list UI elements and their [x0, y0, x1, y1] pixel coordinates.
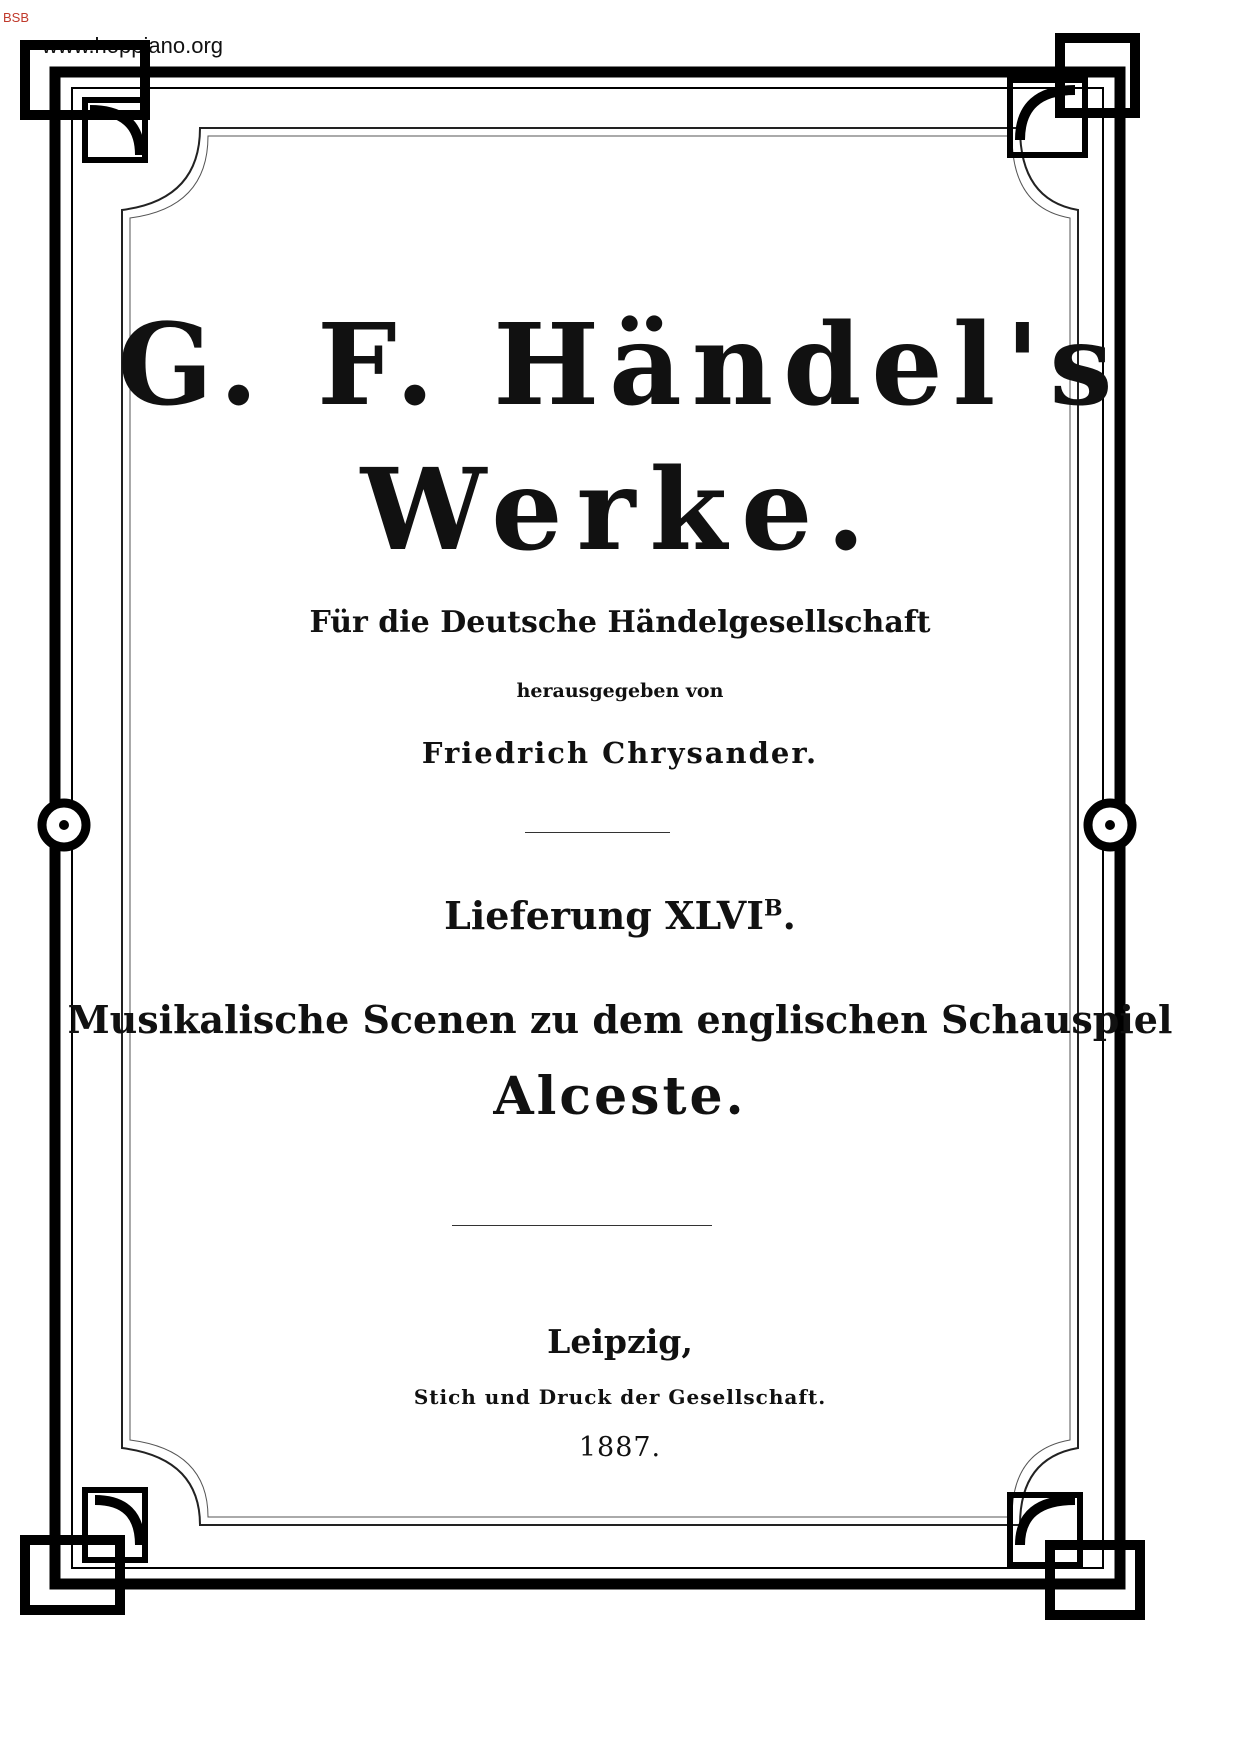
corner-knot-tl	[25, 45, 145, 160]
edited-by: herausgegeben von	[516, 680, 724, 702]
lieferung-text: Lieferung XLVI	[444, 893, 765, 938]
corner-knot-bl	[25, 1490, 145, 1610]
imprint-printer: Stich und Druck der Gesellschaft.	[413, 1385, 827, 1409]
divider-rule-2	[452, 1225, 712, 1226]
lieferung-line	[0, 893, 1240, 938]
imprint-year: 1887.	[578, 1432, 662, 1463]
library-stamp: BSB	[3, 10, 30, 25]
subtitle-line: Musikalische Scenen zu dem englischen Schauspiel	[67, 997, 1173, 1042]
editor-name: Friedrich Chrysander.	[421, 736, 819, 770]
work-title: Alceste.	[493, 1066, 747, 1127]
lieferung-superscript: B	[764, 895, 783, 922]
site-watermark[interactable]: www.hoppiano.org	[42, 33, 224, 58]
lieferung-period: .	[782, 893, 796, 938]
divider-rule-1	[525, 832, 670, 833]
side-medallion-left	[42, 803, 86, 847]
imprint-city: Leipzig,	[547, 1322, 693, 1361]
society-line: Für die Deutsche Händelgesellschaft	[309, 605, 931, 640]
title-line1: G. F. Händel's	[117, 300, 1123, 431]
side-medallion-right	[1088, 803, 1132, 847]
title-line2: Werke.	[360, 445, 880, 576]
